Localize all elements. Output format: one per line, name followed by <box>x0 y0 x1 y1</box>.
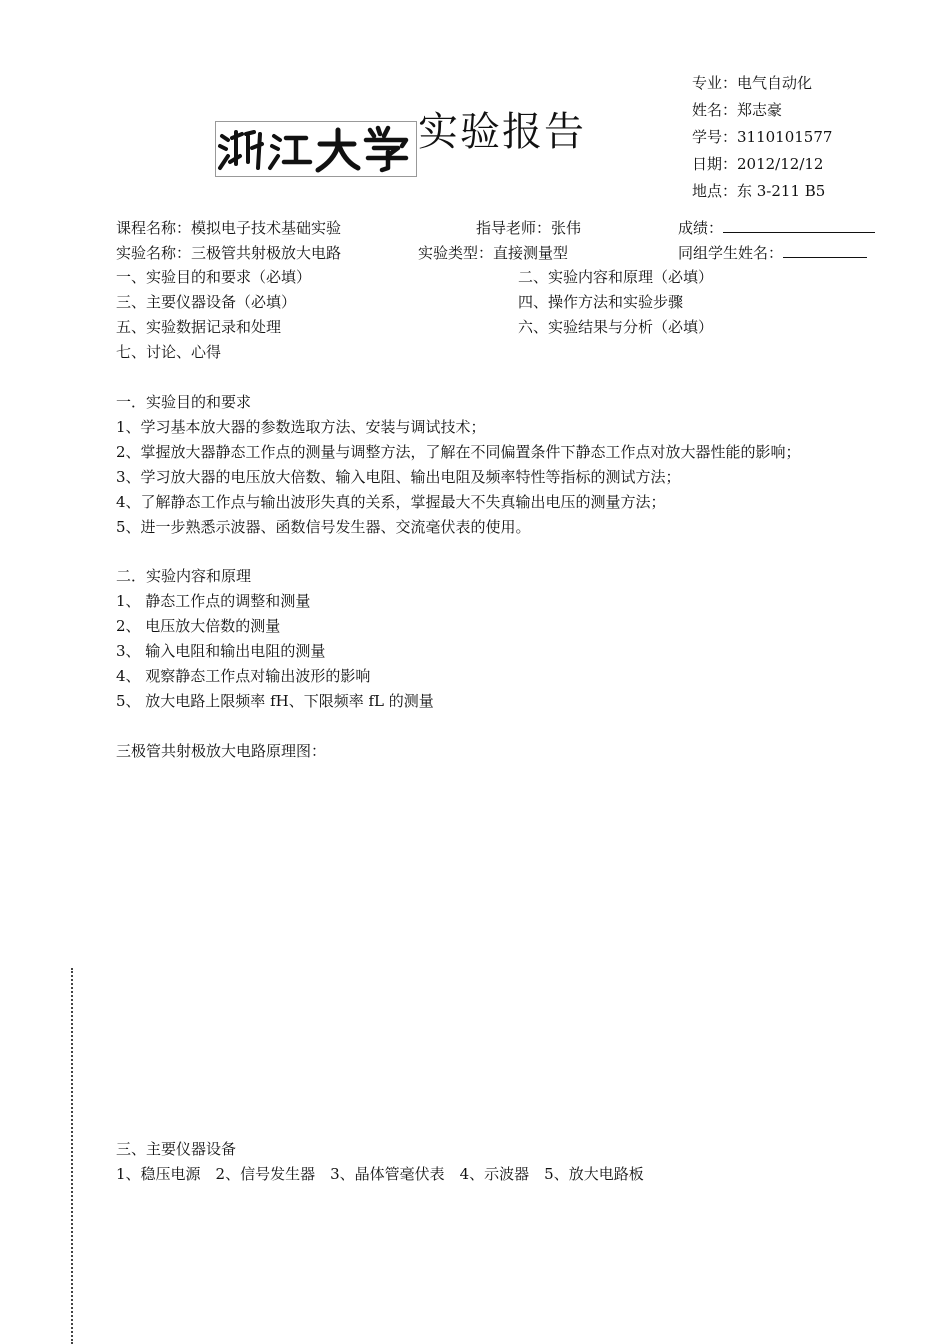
info-major: 专业：电气自动化 <box>692 74 813 92</box>
binding-margin-line <box>71 968 73 1344</box>
section2-item: 1、 静态工作点的调整和测量 <box>116 592 311 610</box>
course-name: 课程名称：模拟电子技术基础实验 <box>116 219 342 237</box>
outline-item: 三、主要仪器设备（必填） <box>116 293 297 311</box>
group-blank <box>783 243 867 258</box>
grade-label: 成绩： <box>678 219 724 237</box>
report-title: 实验报告 <box>418 109 586 155</box>
section1-heading: 一．实验目的和要求 <box>116 393 252 411</box>
university-logo-calligraphy <box>216 122 416 176</box>
section2-item: 5、 放大电路上限频率 fH、下限频率 fL 的测量 <box>116 692 434 710</box>
grade-blank <box>723 218 875 233</box>
section1-item: 1、学习基本放大器的参数选取方法、安装与调试技术； <box>116 418 486 436</box>
outline-item: 一、实验目的和要求（必填） <box>116 268 312 286</box>
equipment-list: 1、稳压电源 2、信号发生器 3、晶体管毫伏表 4、示波器 5、放大电路板 <box>116 1165 644 1183</box>
info-name: 姓名：郑志豪 <box>692 101 783 119</box>
section1-item: 3、学习放大器的电压放大倍数、输入电阻、输出电阻及频率特性等指标的测试方法； <box>116 468 681 486</box>
info-student-id: 学号：3110101577 <box>692 128 833 146</box>
section2-item: 4、 观察静态工作点对输出波形的影响 <box>116 667 371 685</box>
outline-item: 二、实验内容和原理（必填） <box>518 268 714 286</box>
experiment-type: 实验类型：直接测量型 <box>418 244 569 262</box>
section2-heading: 二．实验内容和原理 <box>116 567 252 585</box>
info-date: 日期：2012/12/12 <box>692 155 824 173</box>
group-field <box>678 243 867 263</box>
section3-heading: 三、主要仪器设备 <box>116 1140 237 1158</box>
grade-field <box>678 218 875 238</box>
section1-item: 4、了解静态工作点与输出波形失真的关系，掌握最大不失真输出电压的测量方法； <box>116 493 666 511</box>
section1-item: 5、进一步熟悉示波器、函数信号发生器、交流毫伏表的使用。 <box>116 518 531 536</box>
outline-item: 七、讨论、心得 <box>116 343 222 361</box>
outline-item: 六、实验结果与分析（必填） <box>518 318 714 336</box>
circuit-diagram-area <box>116 770 876 1130</box>
section2-item: 2、 电压放大倍数的测量 <box>116 617 281 635</box>
outline-item: 四、操作方法和实验步骤 <box>518 293 684 311</box>
university-logo <box>215 121 417 177</box>
section1-item: 2、掌握放大器静态工作点的测量与调整方法，了解在不同偏置条件下静态工作点对放大器性能的影响； <box>116 443 801 461</box>
diagram-caption: 三极管共射极放大电路原理图： <box>116 742 327 760</box>
info-location: 地点：东 3-211 B5 <box>692 182 826 200</box>
teacher-name: 指导老师：张伟 <box>476 219 582 237</box>
outline-item: 五、实验数据记录和处理 <box>116 318 282 336</box>
section2-item: 3、 输入电阻和输出电阻的测量 <box>116 642 326 660</box>
group-label: 同组学生姓名： <box>678 244 784 262</box>
experiment-name: 实验名称：三极管共射极放大电路 <box>116 244 342 262</box>
